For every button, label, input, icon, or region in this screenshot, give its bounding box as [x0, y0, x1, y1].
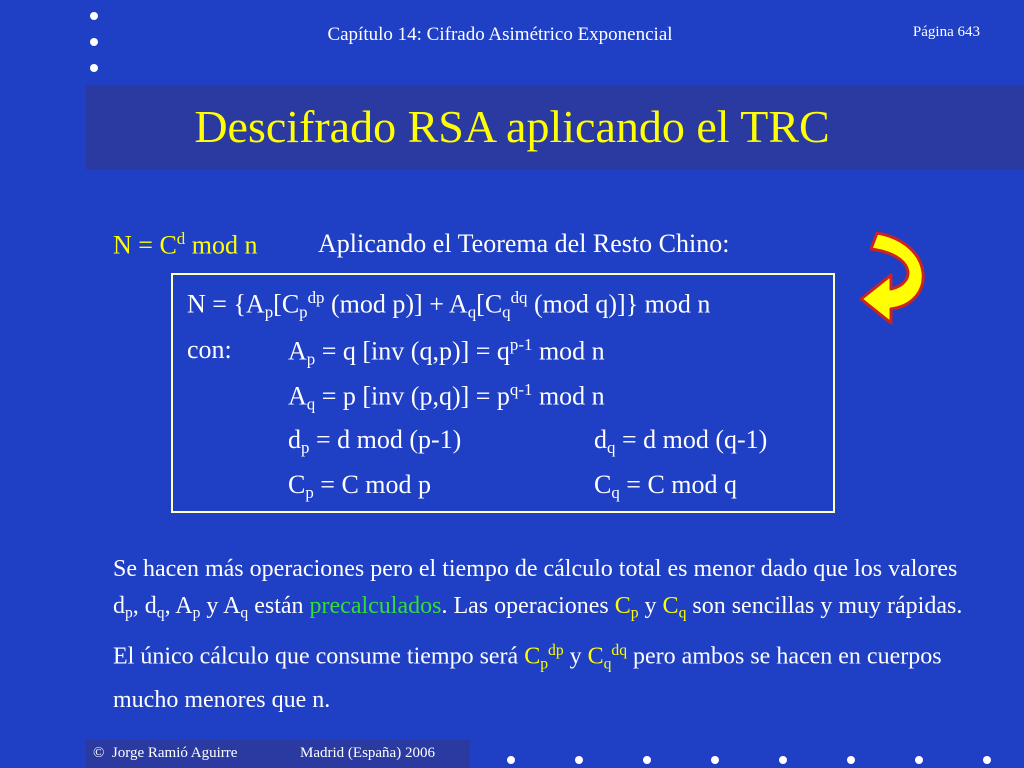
para-c: C [524, 643, 541, 670]
highlight-precalculados: precalculados [309, 593, 442, 619]
formula-cp [288, 470, 431, 503]
para-sub: q [603, 654, 612, 672]
eq-d: d [176, 229, 186, 248]
formula-text: d [288, 425, 301, 454]
formula-aq [288, 380, 605, 414]
formula-text: [C [273, 289, 300, 319]
slide-title: Descifrado RSA aplicando el TRC [194, 101, 830, 152]
para-text: están [248, 593, 310, 619]
para-sub: p [192, 604, 201, 622]
formula-text: = d mod (p-1) [309, 425, 462, 454]
formula-sub: q [611, 483, 620, 503]
formula-text: A [288, 381, 307, 411]
formula-text: = q [inv (q,p)] = q [315, 336, 510, 366]
formula-text: (mod q)]} mod n [527, 289, 711, 319]
formula-sup: p-1 [509, 335, 533, 354]
decor-dot [915, 756, 923, 764]
formula-sup: q-1 [509, 380, 533, 399]
formula-cq [594, 470, 737, 503]
para-c: C [587, 643, 604, 670]
curved-arrow-icon [855, 225, 940, 330]
para-sub: p [125, 604, 133, 622]
formula-sub: q [467, 302, 477, 322]
formula-text: mod n [532, 381, 605, 411]
para-c: C [614, 593, 631, 619]
para-text: y [638, 593, 663, 619]
formula-text: = C mod q [619, 470, 738, 499]
formula-sup: dp [307, 288, 325, 307]
footer-author [93, 745, 237, 762]
formula-text: mod n [532, 336, 605, 366]
intro-equation [113, 229, 257, 260]
formula-sup: dq [510, 288, 528, 307]
formula-sub: p [301, 438, 310, 458]
formula-text: [C [476, 289, 503, 319]
para-text: y A [200, 593, 241, 619]
para-sub: p [630, 604, 639, 622]
para-sup: dp [548, 641, 564, 659]
para-c: C [662, 593, 679, 619]
formula-dq [594, 425, 767, 458]
para-sub: q [156, 604, 165, 622]
page-number: Página 643 [912, 24, 980, 40]
decor-dot [643, 756, 651, 764]
para-sub: p [540, 654, 549, 672]
decor-dot [983, 756, 991, 764]
formula-sub: p [306, 349, 316, 369]
formula-sub: q [306, 394, 316, 414]
eq-n: N [113, 230, 132, 260]
formula-text: A [288, 336, 307, 366]
formula-text: = C mod p [313, 470, 432, 499]
formula-dp [288, 425, 461, 458]
para-text: y [563, 643, 588, 670]
decor-dot [90, 64, 98, 72]
decor-dot [575, 756, 583, 764]
para-text: Se hacen más operaciones pero el tiempo de cálculo total es menor dado que los valores d [113, 556, 958, 619]
para-text: son sencillas y muy rápidas. El único cálculo que consume tiempo será [113, 593, 963, 670]
formula-sub: p [299, 302, 308, 322]
decor-dot [90, 12, 98, 20]
copyright-icon: © [93, 745, 105, 761]
para-text: , A [164, 593, 193, 619]
formula-text: C [288, 470, 306, 499]
para-text: , d [132, 593, 157, 619]
decor-dot [847, 756, 855, 764]
para-sup: dq [611, 641, 628, 659]
explanation-paragraph [113, 551, 973, 719]
formula-text: d [594, 425, 607, 454]
decor-dot [779, 756, 787, 764]
formula-main [187, 288, 710, 322]
formula-text: = d mod (q-1) [615, 425, 768, 454]
formula-sub: q [607, 438, 616, 458]
decor-dot [507, 756, 515, 764]
footer-place: Madrid (España) 2006 [300, 745, 435, 761]
para-sub: q [678, 604, 687, 622]
formula-text: = p [inv (p,q)] = p [315, 381, 510, 411]
formula-text: N = {A [187, 289, 265, 319]
formula-text: C [594, 470, 612, 499]
formula-ap [288, 335, 605, 369]
formula-text: (mod p)] + A [324, 289, 468, 319]
formula-sub: p [305, 483, 314, 503]
author-name: Jorge Ramió Aguirre [111, 745, 238, 761]
para-text: pero ambos se hacen en cuerpos mucho menores que n. [113, 643, 942, 713]
con-label: con: [187, 335, 232, 364]
decor-dot [711, 756, 719, 764]
para-sub: q [240, 604, 249, 622]
para-text: . Las operaciones [441, 593, 615, 619]
intro-text: Aplicando el Teorema del Resto Chino: [318, 229, 730, 258]
eq-mod: mod n [185, 230, 258, 260]
formula-sub: q [502, 302, 511, 322]
chapter-header: Capítulo 14: Cifrado Asimétrico Exponencial [327, 24, 673, 45]
formula-sub: p [264, 302, 274, 322]
eq-c: = C [131, 230, 177, 260]
